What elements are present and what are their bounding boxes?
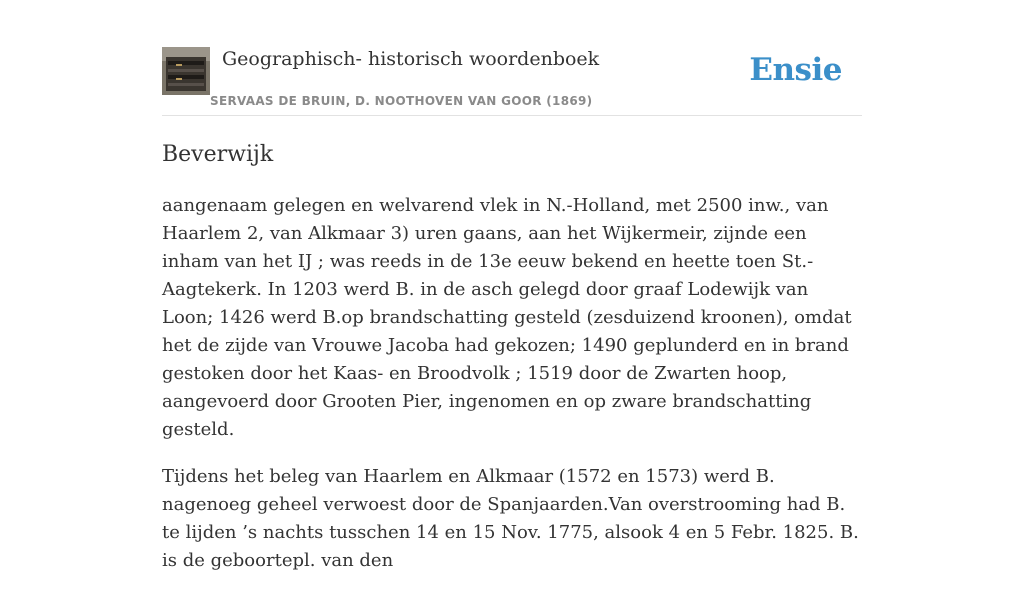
source-title[interactable]: Geographisch- historisch woordenboek <box>222 48 600 70</box>
entry-paragraph: Tijdens het beleg van Haarlem en Alkmaar (1572 en 1573) werd B. nagenoeg geheel verwoest door de Spanjaarden.Van overstrooming had B. te lijden ’s nachts tusschen 14 en 15 Nov. 1775, alsook 4 en 5 Febr. 1825. B. is de geboortepl. van den <box>162 466 859 571</box>
ensie-logo[interactable]: Ensie <box>749 52 842 88</box>
entry-paragraph: aangenaam gelegen en welvarend vlek in N.-Holland, met 2500 inw., van Haarlem 2, van Alkmaar 3) uren gaans, aan het Wijkermeir, zijnde een inham van het IJ ; was reeds in de 13e eeuw bekend en heette toen St.-Aagtekerk. In 1203 werd B. in de asch gelegd door graaf Lodewijk van Loon; 1426 werd B.op brandschatting gesteld (zesduizend kroonen), omdat het de zijde van Vrouwe Jacoba had gekozen; 1490 geplunderd en in brand gestoken door het Kaas- en Broodvolk ; 1519 door de Zwarten hoop, aangevoerd door Grooten Pier, ingenomen en op zware brandschatting gesteld. <box>162 195 852 440</box>
source-header <box>162 46 862 116</box>
entry-body <box>162 192 862 594</box>
book-cover-icon[interactable] <box>162 47 210 95</box>
entry-title: Beverwijk <box>162 142 274 167</box>
source-author: SERVAAS DE BRUIN, D. NOOTHOVEN VAN GOOR (1869) <box>210 94 593 108</box>
